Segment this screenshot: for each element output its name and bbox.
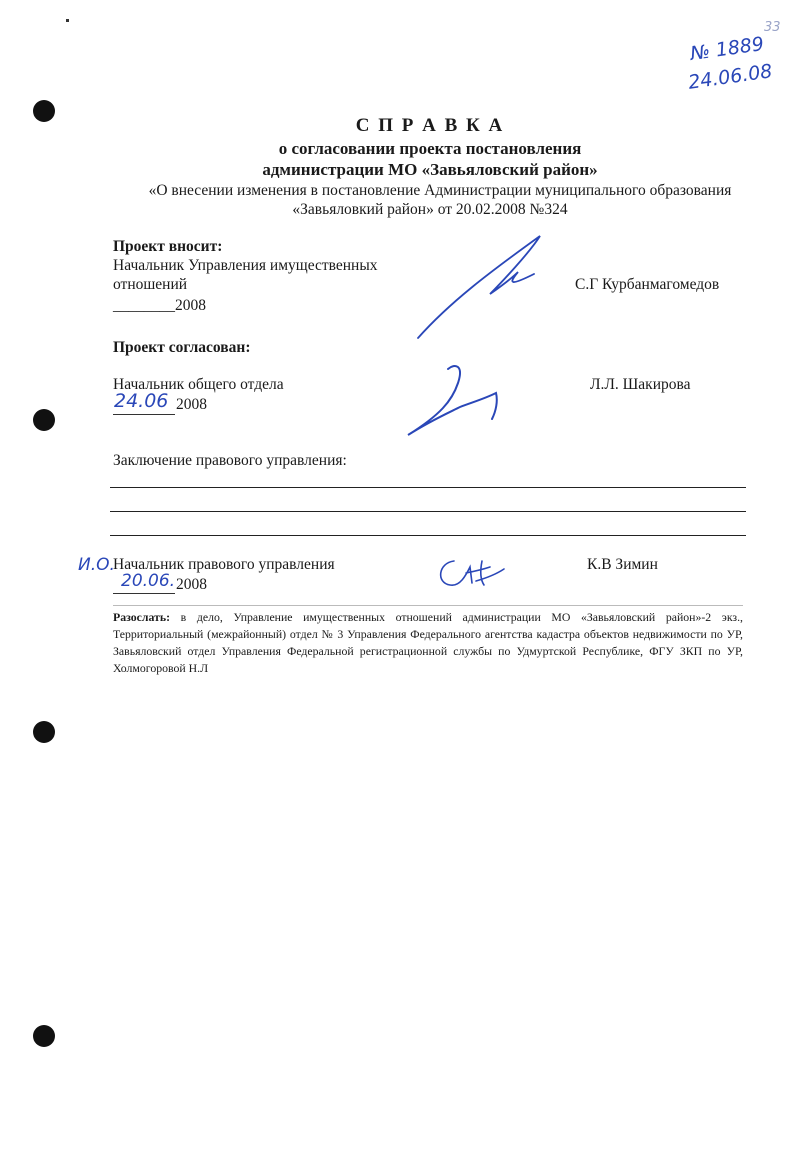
approval-name: Л.Л. Шакирова (590, 376, 691, 393)
distribution-divider (113, 605, 743, 606)
registration-corner-mark: 33 (764, 20, 781, 35)
subject-line-2: администрации МО «Завьяловский район» (262, 160, 598, 179)
conclusion-line (110, 535, 746, 536)
conclusion-line (110, 487, 746, 488)
approval-year: 2008 (176, 396, 207, 413)
legal-date-underline (113, 593, 175, 594)
document-title: С П Р А В К А (355, 115, 505, 136)
submitter-heading: Проект вносит: (113, 238, 223, 255)
approval-position: Начальник общего отдела (113, 376, 284, 393)
distribution-block (113, 609, 743, 677)
distribution-label: Разослать: (113, 610, 171, 624)
registration-number: № 1889 (688, 32, 766, 66)
legal-signature (432, 555, 512, 595)
binder-hole (33, 721, 55, 743)
legal-year: 2008 (176, 576, 207, 593)
submitter-position-2: отношений (113, 276, 188, 293)
legal-acting-mark: И.О. (78, 555, 115, 575)
conclusion-label: Заключение правового управления: (113, 452, 347, 469)
approval-date-underline (113, 414, 175, 415)
legal-name: К.В Зимин (587, 556, 658, 573)
submitter-signature (410, 232, 560, 342)
binder-hole (33, 409, 55, 431)
binder-hole (33, 1025, 55, 1047)
approval-handwritten-date: 24.06 (114, 390, 169, 412)
scan-speck (66, 19, 69, 22)
legal-handwritten-date: 20.06. (121, 571, 176, 591)
approval-signature (400, 355, 510, 440)
conclusion-line (110, 511, 746, 512)
distribution-text: в дело, Управление имущественных отношений администрации МО «Завьяловский район»-2 экз., Территориальный (межрайонный) отдел № 3 Управления Федерального агентства кадастра объектов недвижимости по УР, Завьяловский отдел Управления Федеральной регистрационной службы по Удмуртской Республике, ФГУ ЗКП по УР, Холмогоровой Н.Л (113, 610, 743, 675)
submitter-date: ________2008 (113, 297, 206, 314)
submitter-position-1: Начальник Управления имущественных (113, 257, 378, 274)
approval-heading: Проект согласован: (113, 339, 251, 356)
subject-line-3: «О внесении изменения в постановление Администрации муниципального образования (148, 182, 732, 199)
subject-line-1: о согласовании проекта постановления (278, 139, 582, 158)
registration-date: 24.06.08 (686, 60, 774, 94)
legal-position: Начальник правового управления (113, 556, 335, 573)
subject-line-4: «Завьяловкий район» от 20.02.2008 №324 (292, 201, 568, 218)
submitter-name: С.Г Курбанмагомедов (575, 276, 720, 293)
